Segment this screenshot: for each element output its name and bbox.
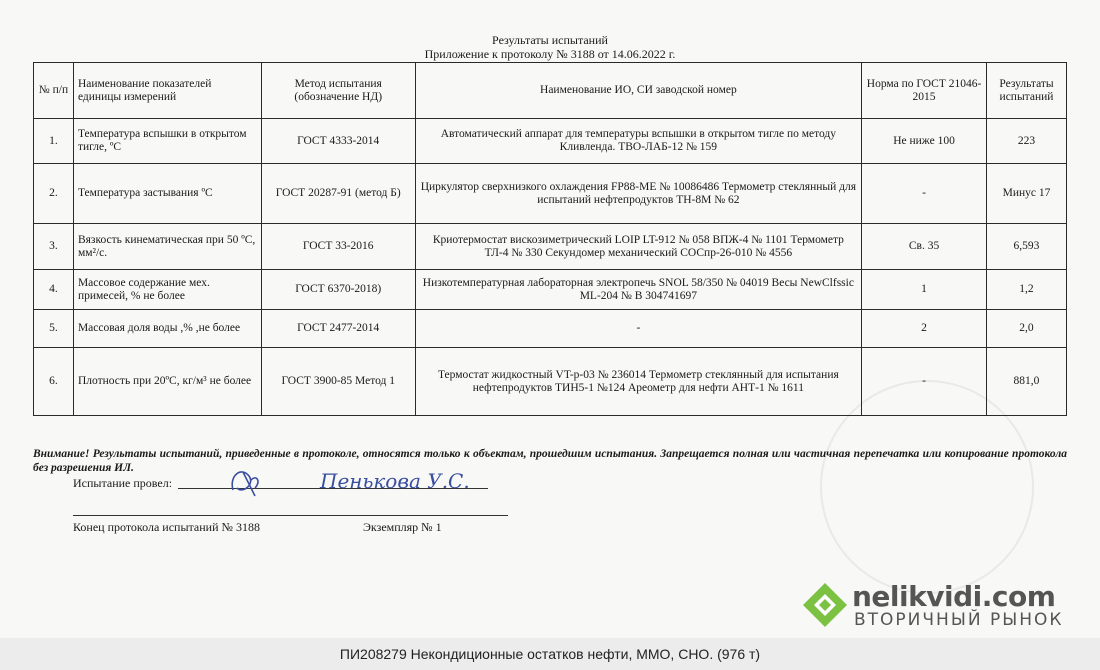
row-name: Температура застывания ºС	[73, 164, 261, 224]
image-caption: ПИ208279 Некондиционные остатков нефти, ММО, СНО. (976 т)	[0, 638, 1100, 670]
logo-tagline: ВТОРИЧНЫЙ РЫНОК	[854, 610, 1064, 630]
table-row	[34, 164, 1067, 224]
row-name: Вязкость кинематическая при 50 ºС, мм²/с.	[73, 224, 261, 270]
row-norm: 1	[862, 270, 987, 310]
row-result: Минус 17	[986, 164, 1066, 224]
site-logo[interactable]	[800, 578, 1080, 632]
table-header-row	[34, 63, 1067, 119]
row-num: 6.	[34, 348, 74, 416]
row-result: 881,0	[986, 348, 1066, 416]
row-result: 6,593	[986, 224, 1066, 270]
row-method: ГОСТ 33-2016	[261, 224, 415, 270]
row-norm: -	[862, 164, 987, 224]
row-equipment: Термостат жидкостный VT-р-03 № 236014 Термометр стеклянный для испытания нефтепродуктов ТИН5-1 №124 Ареометр для нефти АНТ-1 № 1611	[415, 348, 861, 416]
table-row	[34, 224, 1067, 270]
logo-text: nelikvidi.com	[852, 580, 1056, 613]
protocol-end: Конец протокола испытаний № 3188	[73, 520, 260, 534]
row-equipment: Циркулятор сверхнизкого охлаждения FP88-ME № 10086486 Термометр стеклянный для испытаний нефтепродуктов ТН-8М № 62	[415, 164, 861, 224]
document-subtitle: Приложение к протоколу № 3188 от 14.06.2022 г.	[424, 47, 676, 61]
table-row	[34, 270, 1067, 310]
row-equipment: Низкотемпературная лабораторная электропечь SNOL 58/350 № 04019 Весы NewClfssic ML-204 № В 304741697	[415, 270, 861, 310]
results-table	[33, 62, 1067, 416]
row-method: ГОСТ 3900-85 Метод 1	[261, 348, 415, 416]
row-name: Плотность при 20ºС, кг/м³ не более	[73, 348, 261, 416]
row-equipment: -	[415, 310, 861, 348]
row-name: Массовая доля воды ,% ,не более	[73, 310, 261, 348]
header-method: Метод испытания (обозначение НД)	[261, 63, 415, 119]
svg-text:Пенькова У.С.: Пенькова У.С.	[320, 469, 470, 493]
row-norm: Не ниже 100	[862, 119, 987, 164]
row-norm: 2	[862, 310, 987, 348]
handwritten-signature	[225, 462, 495, 502]
header-name: Наименование показателей единицы измерений	[73, 63, 261, 119]
logo-icon	[800, 580, 850, 630]
signature-label: Испытание провел:	[73, 476, 173, 490]
row-name: Температура вспышки в открытом тигле, ºС	[73, 119, 261, 164]
row-equipment: Криотермостат вискозиметрический LOIP LT-912 № 058 ВПЖ-4 № 1101 Термометр ТЛ-4 № 330 Секундомер механический СОСпр-26-010 № 4556	[415, 224, 861, 270]
row-num: 4.	[34, 270, 74, 310]
footer-line	[73, 515, 508, 516]
copy-number: Экземпляр № 1	[363, 520, 442, 534]
document-title: Результаты испытаний	[492, 33, 608, 47]
row-result: 223	[986, 119, 1066, 164]
table-row	[34, 348, 1067, 416]
row-result: 1,2	[986, 270, 1066, 310]
table-row	[34, 310, 1067, 348]
row-method: ГОСТ 2477-2014	[261, 310, 415, 348]
header-norm: Норма по ГОСТ 21046-2015	[862, 63, 987, 119]
row-method: ГОСТ 20287-91 (метод Б)	[261, 164, 415, 224]
row-result: 2,0	[986, 310, 1066, 348]
table-row	[34, 119, 1067, 164]
row-num: 2.	[34, 164, 74, 224]
header-num: № п/п	[34, 63, 74, 119]
row-name: Массовое содержание мех. примесей, % не более	[73, 270, 261, 310]
row-equipment: Автоматический аппарат для температуры вспышки в открытом тигле по методу Кливленда. ТВО-ЛАБ-12 № 159	[415, 119, 861, 164]
row-method: ГОСТ 4333-2014	[261, 119, 415, 164]
header-result: Результаты испытаний	[986, 63, 1066, 119]
row-num: 3.	[34, 224, 74, 270]
warning-notice: Внимание! Результаты испытаний, приведенные в протоколе, относятся только к объектам, прошедшим испытания. Запрещается полная или частичная перепечатка или копирование протокола без разрешения ИЛ.	[33, 448, 1067, 474]
row-norm: -	[862, 348, 987, 416]
document-heading	[0, 33, 1100, 61]
header-equipment: Наименование ИО, СИ заводской номер	[415, 63, 861, 119]
row-method: ГОСТ 6370-2018)	[261, 270, 415, 310]
row-num: 5.	[34, 310, 74, 348]
row-num: 1.	[34, 119, 74, 164]
row-norm: Св. 35	[862, 224, 987, 270]
